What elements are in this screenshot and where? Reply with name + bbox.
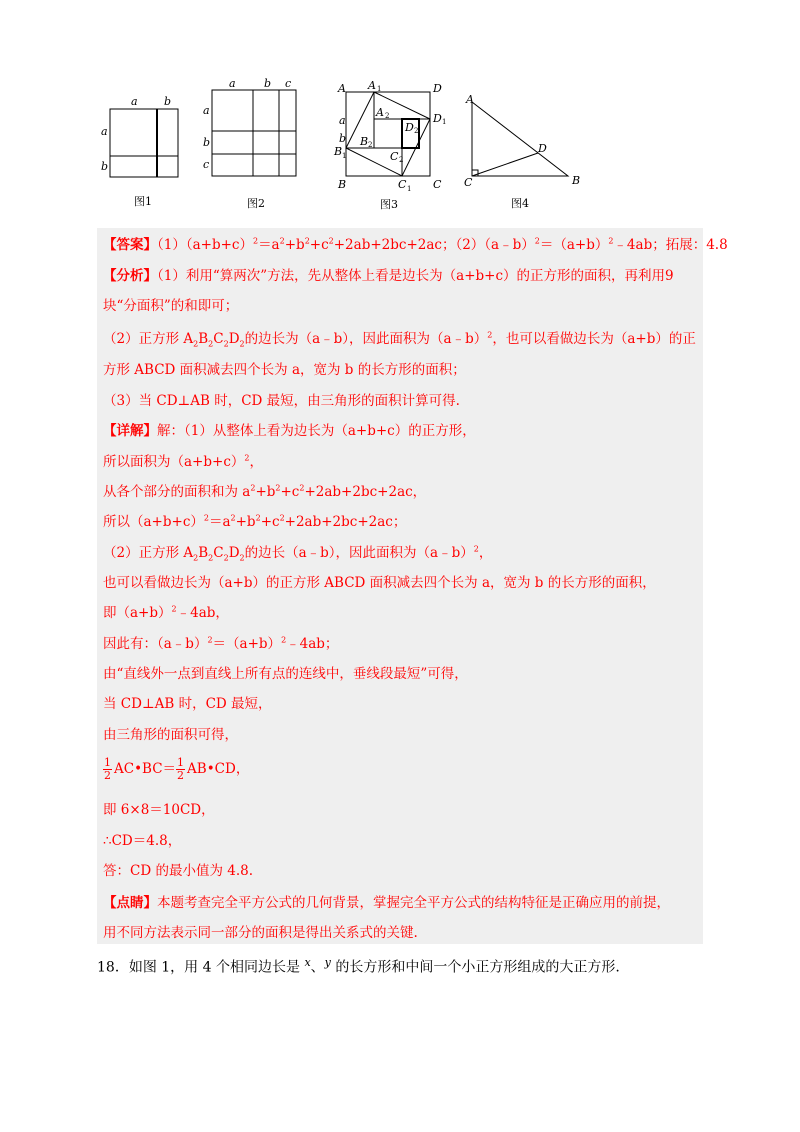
q18-var-y: y <box>324 956 331 969</box>
analysis-line-4 <box>103 360 466 380</box>
detail-text: 从各个部分的面积和为 a <box>103 484 251 500</box>
detail-text: 解：（1）从整体上看为边长为（a+b+c）的正方形， <box>157 423 476 439</box>
fig3-C1-sub: 1 <box>407 185 412 193</box>
q18-var-x: x <box>304 956 311 969</box>
answer-part: +c <box>309 237 329 253</box>
exp: 2 <box>534 236 540 246</box>
detail-line-7 <box>103 603 229 623</box>
exp: 2 <box>487 330 493 340</box>
fig1-label-b-left: b <box>101 160 109 173</box>
figures-row <box>0 0 800 220</box>
analysis-text: （2）正方形 A <box>103 331 194 347</box>
comment-text: 本题考查完全平方公式的几何背景，掌握完全平方公式的结构特征是正确应用的前提， <box>157 895 670 911</box>
detail-line-6 <box>103 573 656 593</box>
fig3-B1-sub: 1 <box>342 152 347 160</box>
analysis-line-5 <box>103 391 460 411</box>
detail-text: C <box>213 545 224 561</box>
frac-num: 1 <box>177 756 185 769</box>
detail-text: ， <box>478 545 493 561</box>
exp: 2 <box>299 483 305 493</box>
analysis-text: D <box>228 331 240 347</box>
sub: 2 <box>208 339 214 349</box>
answer-part: ＝a <box>258 237 280 253</box>
fig4-D: D <box>538 142 547 155</box>
analysis-text: （1）利用“算两次”方法，先从整体上看是边长为（a+b+c）的正方形的面积，再利用9 <box>157 268 674 284</box>
fig1-label-a-left: a <box>101 125 108 138</box>
detail-text: 所以面积为（a+b+c） <box>103 454 245 470</box>
exp: 2 <box>608 236 614 246</box>
comment-line-2 <box>103 923 418 943</box>
fig2-left-b: b <box>203 136 211 149</box>
answer-line <box>103 235 728 255</box>
fig2-caption: 图2 <box>247 197 265 210</box>
detail-line-9 <box>103 664 468 684</box>
fig3-A1: A <box>368 79 376 92</box>
analysis-text: ，也可以看做边长为（a+b）的正 <box>492 331 696 347</box>
detail-text: +c <box>260 514 280 530</box>
fig1-caption: 图1 <box>134 195 152 208</box>
answer-part: （1）（a+b+c） <box>157 237 253 253</box>
exp: 2 <box>171 604 177 614</box>
figure-4 <box>472 102 568 176</box>
q18-sep: 、 <box>310 959 325 976</box>
fig3-D2-sub: 2 <box>414 127 419 135</box>
sub: 2 <box>193 553 199 563</box>
answer-tag: 【答案】 <box>103 237 157 253</box>
frac-den: 2 <box>177 769 185 782</box>
exp: 2 <box>279 513 285 523</box>
detail-text: +2ab+2bc+2ac； <box>284 514 407 530</box>
detail-text: 也可以看做边长为（a+b）的正方形 ABCD 面积减去四个长为 a，宽为 b 的长方形的面积， <box>103 575 656 591</box>
fig3-D1: D <box>433 112 442 125</box>
detail-line-13 <box>103 800 215 820</box>
detail-text: +b <box>235 514 256 530</box>
fig1-label-b-top: b <box>164 95 172 108</box>
analysis-tag: 【分析】 <box>103 268 157 284</box>
detail-text: +c <box>280 484 300 500</box>
fraction-half <box>176 757 185 782</box>
fig3-a: a <box>339 114 346 127</box>
detail-line-5 <box>103 543 492 563</box>
detail-line-4 <box>103 512 406 532</box>
sub: 2 <box>223 339 229 349</box>
answer-part: ﹣4ab；拓展：4.8 <box>613 237 728 253</box>
comment-tag: 【点睛】 <box>103 895 157 911</box>
detail-text: +2ab+2bc+2ac， <box>304 484 427 500</box>
fig1-label-a-top: a <box>131 95 138 108</box>
detail-text: 当 CD⊥AB 时，CD 最短， <box>103 696 272 712</box>
detail-text: 由三角形的面积可得， <box>103 727 238 743</box>
frac-den: 2 <box>104 769 111 782</box>
sub: 2 <box>223 553 229 563</box>
detail-text: AB•CD， <box>187 761 250 777</box>
detail-text: ＝（a+b） <box>212 636 282 652</box>
q18-text: 18．如图 1，用 4 个相同边长是 <box>97 959 300 976</box>
analysis-text: B <box>198 331 209 347</box>
fig4-A: A <box>466 93 474 106</box>
fig2-left-a: a <box>203 104 210 117</box>
exp: 2 <box>244 453 250 463</box>
exp: 2 <box>250 483 256 493</box>
answer-part: ＝（a+b） <box>539 237 609 253</box>
fig3-A1-sub: 1 <box>377 85 382 93</box>
detail-line-11 <box>103 725 238 745</box>
fig3-B2: B <box>360 135 369 148</box>
fig3-D2: D <box>405 121 414 134</box>
exp: 2 <box>304 236 310 246</box>
detail-line-2 <box>103 452 263 472</box>
detail-line-10 <box>103 694 272 714</box>
detail-text: ﹣4ab， <box>176 605 229 621</box>
sub: 2 <box>193 339 199 349</box>
detail-text: 答：CD 的最小值为 4.8. <box>103 863 253 879</box>
detail-line-15 <box>103 861 253 881</box>
analysis-line-3 <box>103 329 696 349</box>
geometry-figures <box>0 0 800 220</box>
detail-line-12 <box>103 754 249 784</box>
fig3-C1: C <box>398 178 407 191</box>
detail-text: 即（a+b） <box>103 605 172 621</box>
exp: 2 <box>328 236 334 246</box>
fig2-top-b: b <box>264 77 272 90</box>
detail-text: D <box>228 545 240 561</box>
fig3-B: B <box>338 178 347 191</box>
detail-text: 由“直线外一点到直线上所有点的连线中，垂线段最短”可得， <box>103 666 468 682</box>
fig3-B1: B <box>334 145 343 158</box>
analysis-text: C <box>213 331 224 347</box>
fig3-caption: 图3 <box>380 198 398 211</box>
sub: 2 <box>208 553 214 563</box>
detail-line-14 <box>103 831 181 851</box>
comment-line-1 <box>103 893 670 913</box>
detail-text: ∴CD＝4.8， <box>103 833 182 849</box>
sub: 2 <box>239 553 245 563</box>
fig3-C: C <box>433 178 442 191</box>
exp: 2 <box>255 513 261 523</box>
detail-text: ＝a <box>208 514 231 530</box>
exp: 2 <box>275 483 281 493</box>
detail-text: B <box>198 545 209 561</box>
exp: 2 <box>473 544 479 554</box>
fig4-C: C <box>464 176 473 189</box>
fig3-A2-sub: 2 <box>385 112 390 120</box>
question-18 <box>97 956 620 977</box>
analysis-text: 块“分面积”的和即可； <box>103 298 239 314</box>
fig3-C2-sub: 2 <box>399 156 404 164</box>
fig3-A: A <box>338 82 346 95</box>
analysis-text: （3）当 CD⊥AB 时，CD 最短，由三角形的面积计算可得. <box>103 393 460 409</box>
detail-text: AC•BC＝ <box>114 761 177 777</box>
detail-text: 的边长（a﹣b），因此面积为（a﹣b） <box>244 545 474 561</box>
fig3-D1-sub: 1 <box>442 118 447 126</box>
exp: 2 <box>207 635 213 645</box>
fig3-D: D <box>433 82 442 95</box>
figure-2 <box>212 90 296 176</box>
exp: 2 <box>281 635 287 645</box>
analysis-line-1 <box>103 266 674 286</box>
analysis-text: 方形 ABCD 面积减去四个长为 a，宽为 b 的长方形的面积； <box>103 362 466 378</box>
frac-num: 1 <box>104 756 111 769</box>
sub: 2 <box>239 339 245 349</box>
detail-line-3 <box>103 482 426 502</box>
fig4-B: B <box>572 174 581 187</box>
fig3-A2: A <box>376 106 384 119</box>
exp: 2 <box>279 236 285 246</box>
detail-tag: 【详解】 <box>103 423 157 439</box>
exp: 2 <box>203 513 209 523</box>
fig4-caption: 图4 <box>511 197 529 210</box>
detail-text: ﹣4ab； <box>286 636 339 652</box>
analysis-line-2 <box>103 296 238 316</box>
detail-text: 因此有：（a﹣b） <box>103 636 208 652</box>
detail-line-1 <box>103 421 476 441</box>
fraction-half <box>103 757 112 782</box>
comment-text: 用不同方法表示同一部分的面积是得出关系式的关键. <box>103 925 418 941</box>
detail-text: 所以（a+b+c） <box>103 514 204 530</box>
detail-text: （2）正方形 A <box>103 545 194 561</box>
detail-text: 即 6×8＝10CD， <box>103 802 215 818</box>
answer-part: +2ab+2bc+2ac；（2）（a﹣b） <box>333 237 535 253</box>
fig2-left-c: c <box>203 158 210 171</box>
exp: 2 <box>252 236 259 246</box>
figure-1 <box>110 109 178 177</box>
fig3-C2: C <box>390 150 399 163</box>
fig2-top-a: a <box>229 77 236 90</box>
q18-text: 的长方形和中间一个小正方形组成的大正方形. <box>335 959 620 976</box>
detail-text: ， <box>249 454 263 470</box>
answer-part: +b <box>284 237 305 253</box>
fig3-B2-sub: 2 <box>368 141 373 149</box>
fig3-b: b <box>339 132 347 145</box>
analysis-text: 的边长为（a﹣b），因此面积为（a﹣b） <box>244 331 488 347</box>
exp: 2 <box>230 513 236 523</box>
fig2-top-c: c <box>285 77 292 90</box>
detail-text: +b <box>255 484 276 500</box>
detail-line-8 <box>103 634 338 654</box>
